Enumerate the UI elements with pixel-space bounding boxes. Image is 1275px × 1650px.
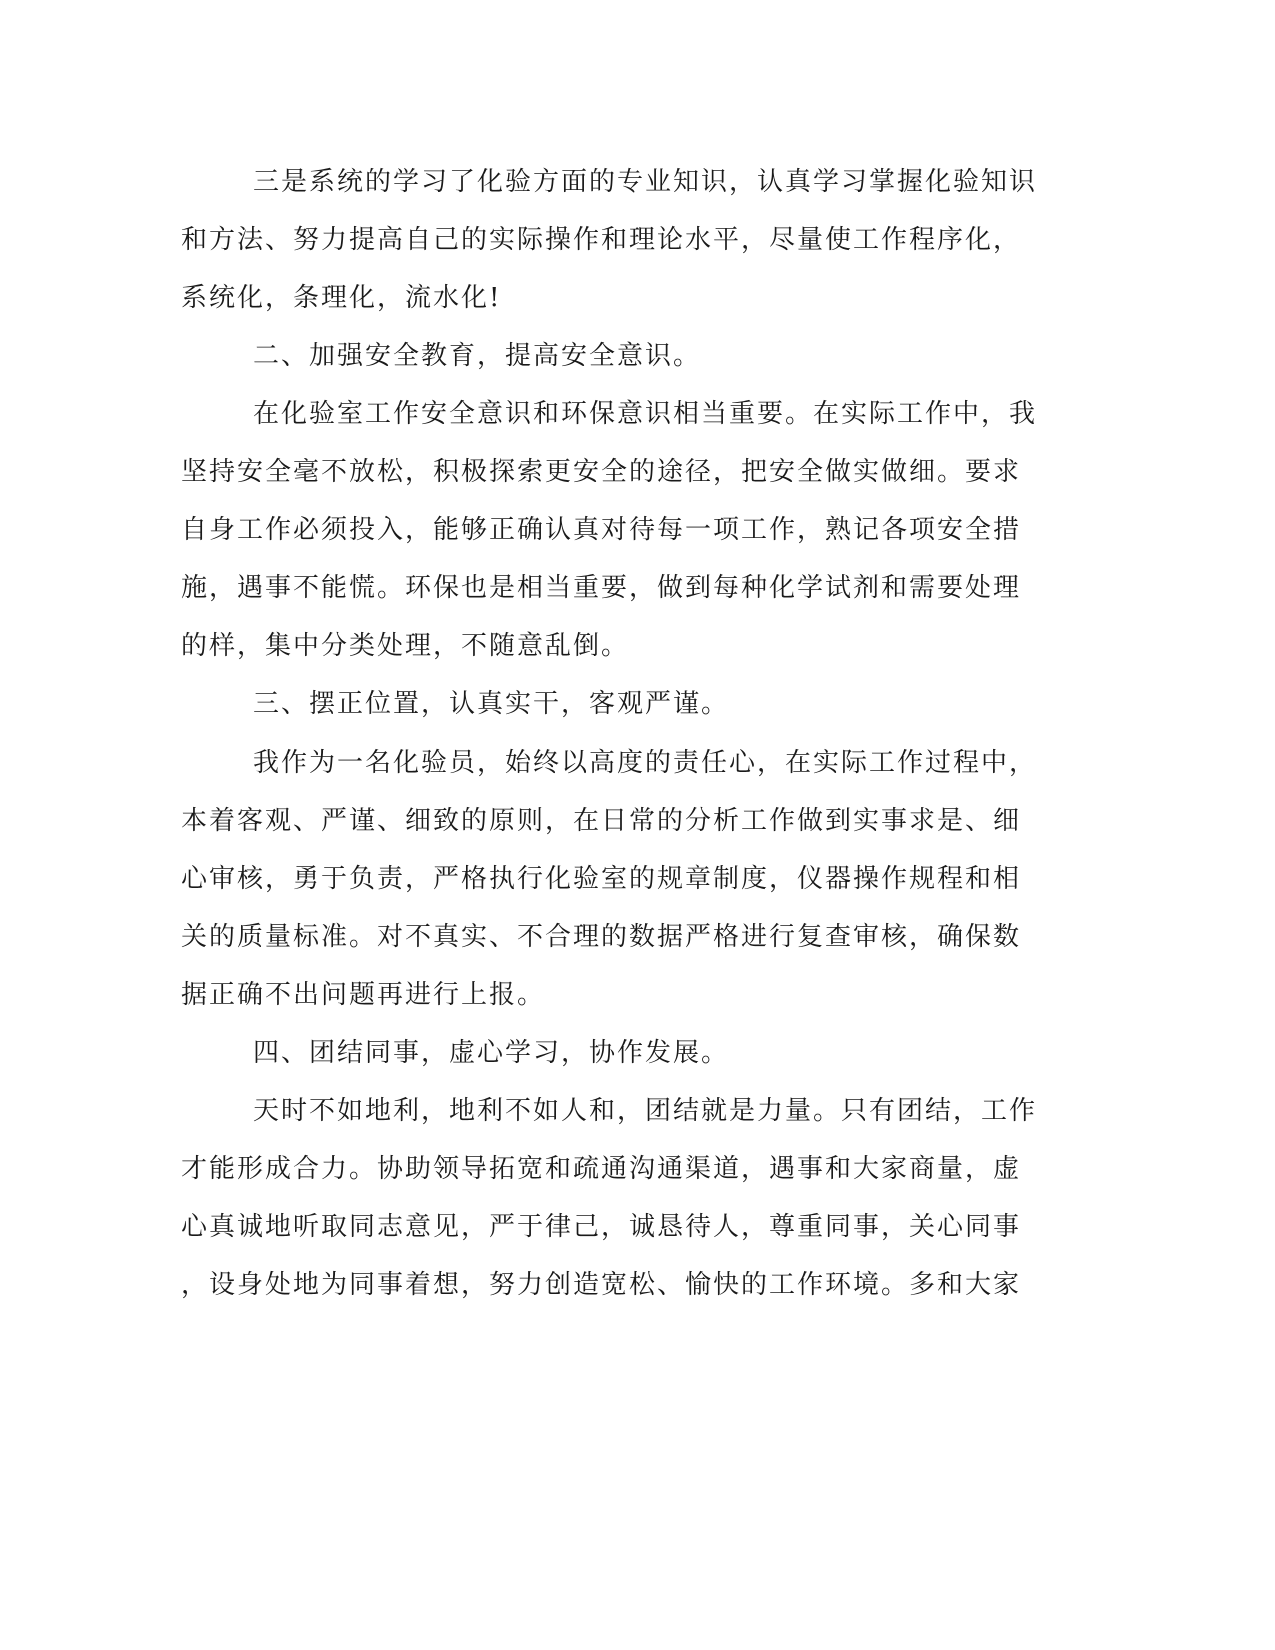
paragraph-line: 本着客观、严谨、细致的原则，在日常的分析工作做到实事求是、细 (181, 806, 1022, 836)
paragraph-line: ，设身处地为同事着想，努力创造宽松、愉快的工作环境。多和大家 (181, 1270, 1022, 1300)
paragraph-line: 关的质量标准。对不真实、不合理的数据严格进行复查审核，确保数 (181, 922, 1022, 952)
paragraph-line: 系统化，条理化，流水化! (181, 283, 502, 313)
section-heading: 三、摆正位置，认真实干，客观严谨。 (253, 689, 730, 719)
paragraph-line: 施，遇事不能慌。环保也是相当重要，做到每种化学试剂和需要处理 (181, 573, 1022, 603)
paragraph-line: 心审核，勇于负责，严格执行化验室的规章制度，仪器操作规程和相 (181, 864, 1022, 894)
paragraph-line: 天时不如地利，地利不如人和，团结就是力量。只有团结，工作 (253, 1096, 1038, 1126)
paragraph-line: 据正确不出问题再进行上报。 (181, 980, 546, 1010)
paragraph-line: 坚持安全毫不放松，积极探索更安全的途径，把安全做实做细。要求 (181, 457, 1022, 487)
section-heading: 四、团结同事，虚心学习，协作发展。 (253, 1038, 730, 1068)
paragraph-line: 自身工作必须投入，能够正确认真对待每一项工作，熟记各项安全措 (181, 515, 1022, 545)
paragraph-line: 在化验室工作安全意识和环保意识相当重要。在实际工作中，我 (253, 399, 1038, 429)
paragraph-line: 和方法、努力提高自己的实际操作和理论水平，尽量使工作程序化， (181, 225, 1022, 255)
section-heading: 二、加强安全教育，提高安全意识。 (253, 341, 702, 371)
paragraph-line: 三是系统的学习了化验方面的专业知识，认真学习掌握化验知识 (253, 167, 1038, 197)
paragraph-line: 心真诚地听取同志意见，严于律己，诚恳待人，尊重同事，关心同事 (181, 1212, 1022, 1242)
paragraph-line: 才能形成合力。协助领导拓宽和疏通沟通渠道，遇事和大家商量，虚 (181, 1154, 1022, 1184)
paragraph-line: 我作为一名化验员，始终以高度的责任心，在实际工作过程中， (253, 748, 1038, 778)
paragraph-line: 的样，集中分类处理，不随意乱倒。 (181, 631, 630, 661)
